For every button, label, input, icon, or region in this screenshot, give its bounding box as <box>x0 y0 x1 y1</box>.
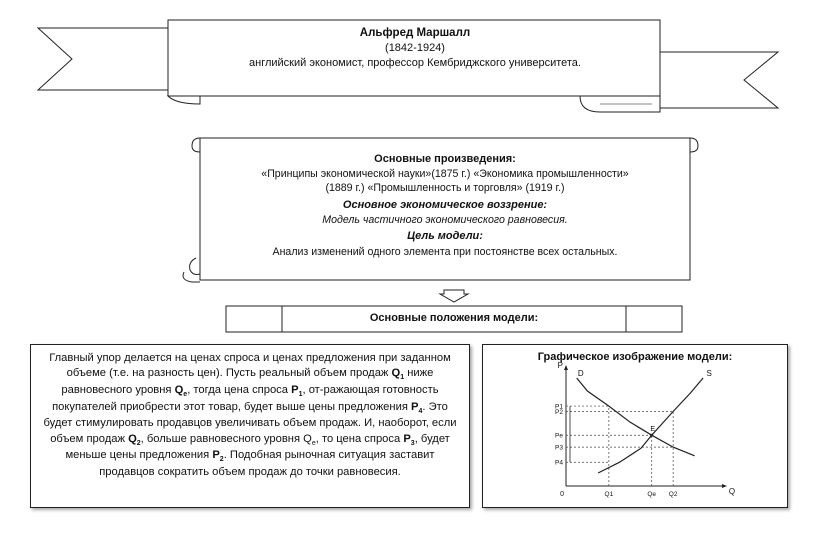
y-axis-arrow-icon <box>564 365 568 370</box>
x-axis-label: Q <box>728 487 736 496</box>
x-tick-label: Q1 <box>604 491 614 498</box>
banner-name: Альфред Маршалл <box>359 27 471 39</box>
series-label-D: D <box>577 369 584 378</box>
works-line-1: «Принципы экономической науки»(1875 г.) «Экономика промышленности» <box>261 168 629 180</box>
goal-text: Анализ изменений одного элемента при постоянстве всех остальных. <box>272 246 618 258</box>
origin-label: 0 <box>560 491 564 498</box>
works-heading: Основные произведения: <box>374 153 516 165</box>
equilibrium-point <box>650 434 653 437</box>
y-tick-label: Pe <box>555 432 563 440</box>
y-tick-label: P2 <box>555 408 563 416</box>
equilibrium-label: E <box>650 426 656 434</box>
y-tick-label: P4 <box>555 459 563 467</box>
view-heading: Основное экономическое воззрение: <box>342 199 548 211</box>
banner-description: английский экономист, профессор Кембриджского университета. <box>249 57 581 69</box>
x-tick-label: Qe <box>647 491 657 498</box>
y-tick-label: P3 <box>555 444 563 452</box>
works-line-2: (1889 г.) «Промышленность и торговля» (1919 г.) <box>325 182 565 194</box>
y-tick-label: P1 <box>555 403 563 411</box>
provisions-label: Основные положения модели: <box>369 312 539 324</box>
series-line-D <box>577 378 695 456</box>
y-axis-label: P <box>557 361 563 370</box>
graph-heading: Графическое изображение модели: <box>537 351 733 363</box>
goal-heading: Цель модели: <box>407 230 483 242</box>
x-axis-arrow-icon <box>722 484 727 488</box>
description-text: Главный упор делается на ценах спроса и ценах предложения при заданном объеме (т.е. на разность цен). Пусть реальный объем продаж $Q_1$ ниже равновесного уровня $Q_e$, тогда цена спроса $P_1$, от-ражающая готовность покупателей приобрести этот товар, будет выше цены предложения $P_4$. Это будет стимулировать продавцов увеличивать объем продаж. И, наоборот, если объем продаж $Q_2$, больше равновесного уровня $Q_e$, то цена спроса $P_3$, будет меньше цены предложения $P_2$. Подобная рыночная ситуация заставит продавцов сократить объем продаж до точки равновесия. <box>43 352 457 479</box>
view-text: Модель частичного экономического равновесия. <box>322 214 568 226</box>
series-label-S: S <box>706 369 712 378</box>
x-tick-label: Q2 <box>668 491 678 498</box>
banner-years: (1842-1924) <box>385 42 445 54</box>
